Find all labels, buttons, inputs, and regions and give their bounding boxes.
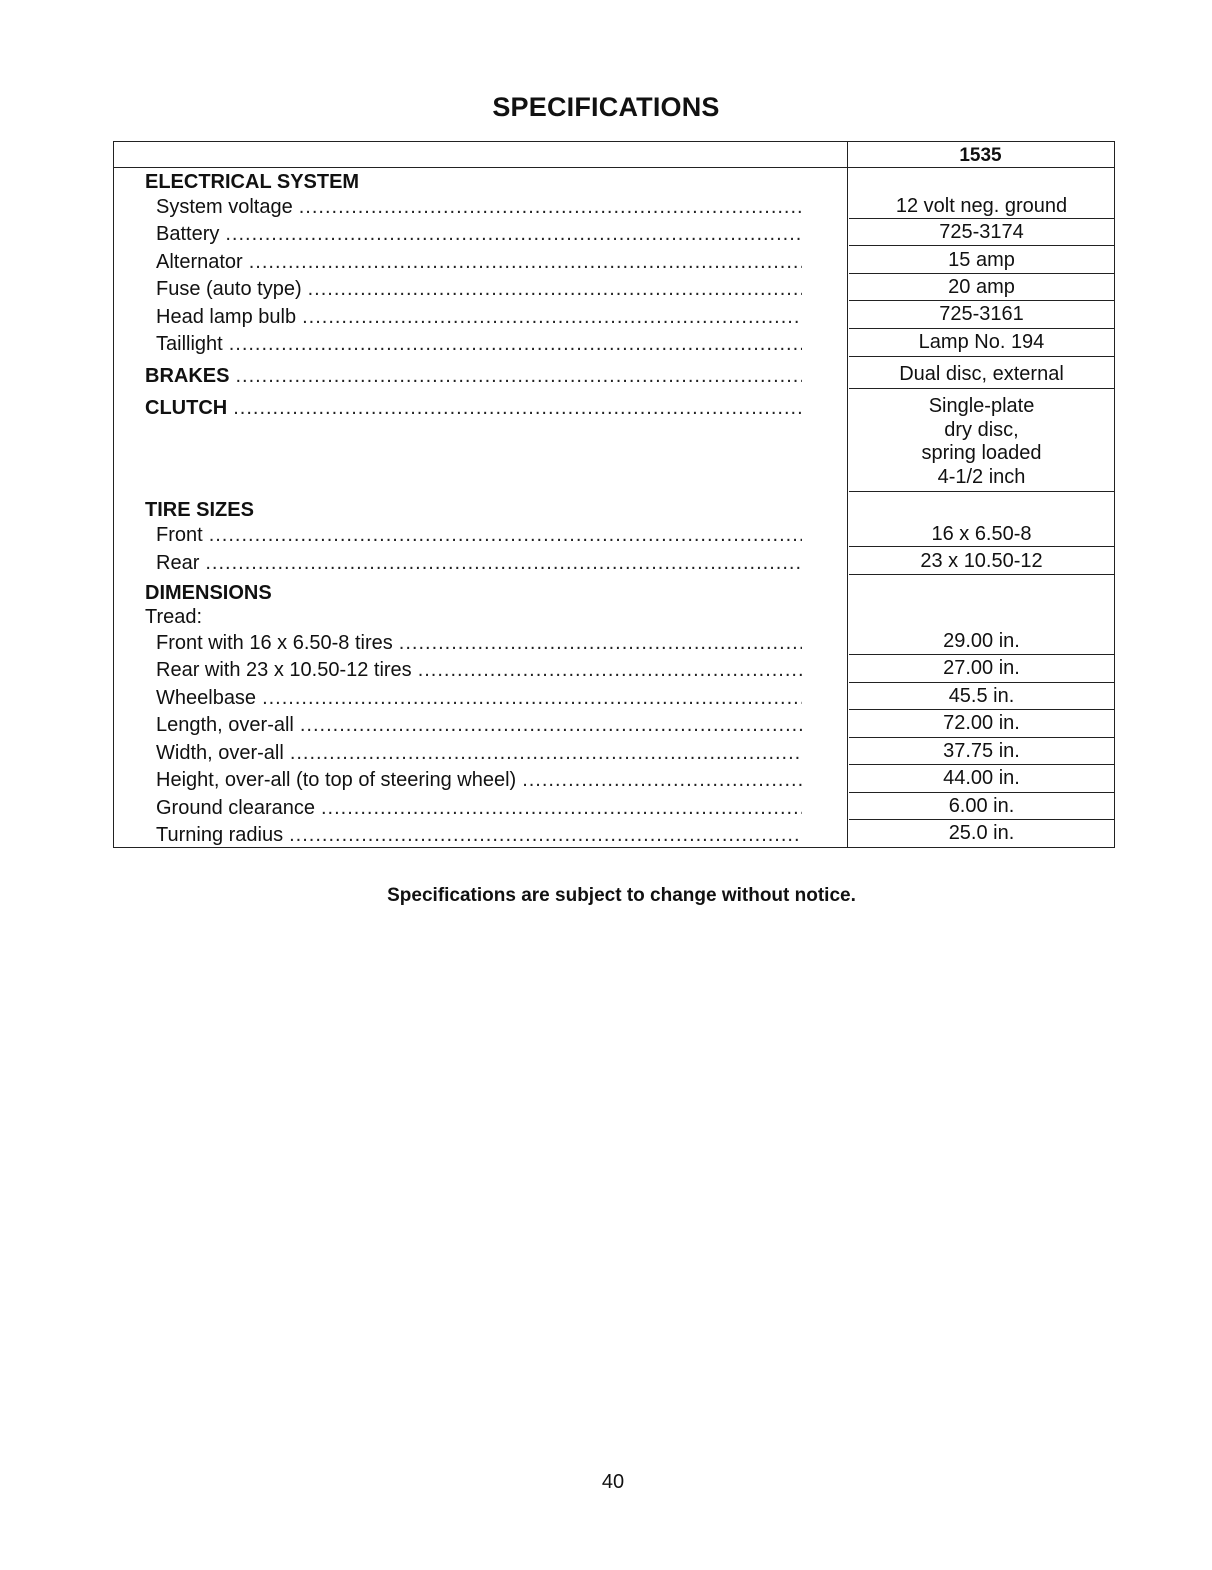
spec-row-battery — [114, 221, 1114, 248]
spec-row-front-tread — [114, 630, 1114, 657]
spec-label: Turning radius ..... — [156, 824, 802, 847]
spec-label: CLUTCH ..... — [145, 397, 802, 420]
row-divider — [849, 356, 1114, 357]
row-divider — [849, 491, 1114, 492]
disclaimer-note: Specifications are subject to change without notice. — [387, 885, 856, 906]
spec-row-wheelbase — [114, 685, 1114, 712]
spec-label: Rear with 23 x 10.50-12 tires ..... — [156, 659, 802, 682]
spec-label: Taillight ..... — [156, 333, 802, 356]
spec-value: Dual disc, external — [899, 363, 1064, 385]
clutch-value — [849, 395, 1114, 489]
spec-value: Lamp No. 194 — [918, 331, 1045, 353]
clutch-value-line: dry disc, — [944, 418, 1019, 441]
row-divider — [849, 764, 1114, 765]
spec-label: Wheelbase ..... — [156, 687, 802, 710]
row-divider — [849, 709, 1114, 710]
spec-row-system-voltage — [114, 194, 1114, 221]
spec-row-rear-tread — [114, 657, 1114, 684]
spec-label: Fuse (auto type) ..... — [156, 278, 802, 301]
spec-value: 27.00 in. — [943, 657, 1020, 679]
electrical-system-heading: ELECTRICAL SYSTEM — [145, 171, 360, 193]
spec-value: 25.0 in. — [948, 822, 1015, 844]
spec-value: 29.00 in. — [943, 630, 1020, 652]
spec-value: 6.00 in. — [948, 795, 1015, 817]
spec-label: Length, over-all ..... — [156, 714, 802, 737]
spec-row-turning-radius — [114, 822, 1114, 849]
spec-row-width — [114, 740, 1114, 767]
spec-row-height — [114, 767, 1114, 794]
row-divider — [849, 245, 1114, 246]
spec-label: Head lamp bulb ..... — [156, 306, 802, 329]
spec-row-head-lamp-bulb — [114, 304, 1114, 331]
page-title: SPECIFICATIONS — [492, 92, 720, 122]
spec-label: Ground clearance ..... — [156, 797, 802, 820]
spec-value: 16 x 6.50-8 — [931, 523, 1032, 545]
spec-label: Front with 16 x 6.50-8 tires ..... — [156, 632, 802, 655]
spec-value: 44.00 in. — [943, 767, 1020, 789]
spec-label: Battery ..... — [156, 223, 802, 246]
clutch-value-line: spring loaded — [921, 442, 1042, 464]
row-divider — [849, 328, 1114, 329]
spec-row-front-tire — [114, 522, 1114, 549]
spec-label: Alternator ..... — [156, 251, 802, 274]
row-divider — [849, 654, 1114, 655]
clutch-value-line: Single-plate — [928, 395, 1035, 417]
spec-row-ground-clearance — [114, 795, 1114, 822]
row-divider — [849, 218, 1114, 219]
specifications-table — [113, 141, 1115, 848]
spec-row-alternator — [114, 249, 1114, 276]
spec-value: 725-3174 — [939, 221, 1024, 243]
clutch-value-line: 4-1/2 inch — [937, 465, 1026, 488]
spec-row-brakes — [114, 363, 1114, 390]
row-divider — [849, 737, 1114, 738]
dimensions-heading: DIMENSIONS — [145, 582, 272, 604]
spec-label: Width, over-all ..... — [156, 742, 802, 765]
spec-value: 20 amp — [948, 276, 1015, 298]
tire-sizes-heading: TIRE SIZES — [145, 499, 254, 521]
spec-value: 12 volt neg. ground — [895, 195, 1068, 217]
page-number: 40 — [601, 1471, 625, 1493]
spec-label: Rear ..... — [156, 552, 802, 575]
spec-label: Front ..... — [156, 524, 802, 547]
row-divider — [849, 574, 1114, 575]
spec-value: 15 amp — [948, 249, 1015, 271]
row-divider — [849, 300, 1114, 301]
spec-value: 725-3161 — [939, 303, 1024, 325]
row-divider — [849, 273, 1114, 274]
spec-label: System voltage ..... — [156, 196, 802, 219]
spec-row-fuse — [114, 276, 1114, 303]
row-divider — [849, 546, 1114, 547]
spec-label: Height, over-all (to top of steering wheel) ..... — [156, 769, 802, 792]
spec-value: 45.5 in. — [948, 685, 1015, 707]
spec-value: 72.00 in. — [943, 712, 1020, 734]
row-divider — [849, 792, 1114, 793]
spec-row-length — [114, 712, 1114, 739]
model-number-header: 1535 — [959, 145, 1002, 166]
spec-value: 23 x 10.50-12 — [920, 550, 1043, 572]
row-divider — [849, 682, 1114, 683]
row-divider — [849, 388, 1114, 389]
header-divider — [114, 167, 1114, 168]
tread-subheading: Tread: — [145, 606, 203, 628]
row-divider — [849, 819, 1114, 820]
spec-value: 37.75 in. — [943, 740, 1020, 762]
spec-row-taillight — [114, 331, 1114, 358]
spec-row-rear-tire — [114, 550, 1114, 577]
spec-label: BRAKES ..... — [145, 365, 802, 388]
